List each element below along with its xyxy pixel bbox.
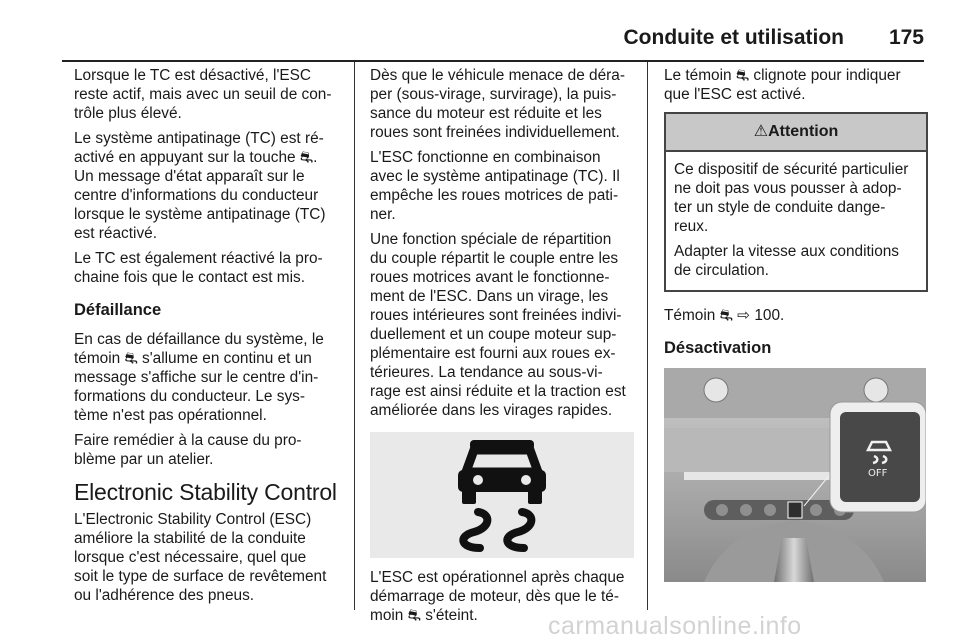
- text-line: ou l'adhérence des pneus.: [74, 587, 255, 604]
- text-line: ter un style de conduite dange-: [674, 199, 886, 216]
- column-left: [74, 66, 344, 611]
- page-header: [62, 22, 924, 62]
- traction-control-icon: [370, 432, 634, 558]
- text-line: roues sont freinées individuellement.: [370, 124, 620, 141]
- warning-text: [674, 160, 920, 236]
- text-line: du couple répartit le couple entre les: [370, 250, 619, 267]
- text-line: Le TC est également réactivé la pro-: [74, 250, 323, 267]
- text-line: témoin ⛐ s'allume en continu et un: [74, 350, 312, 367]
- console-photo: [664, 368, 926, 582]
- text-line: Le système antipatinage (TC) est ré-: [74, 130, 324, 147]
- column-middle: [370, 66, 636, 631]
- paragraph: [74, 330, 344, 425]
- paragraph: [74, 510, 344, 605]
- text-line: empêche les roues motrices de pati-: [370, 187, 619, 204]
- page-number: 175: [888, 26, 924, 49]
- text-line: ner.: [370, 206, 396, 223]
- text-line: lorsque c'est nécessaire, quel que: [74, 549, 307, 566]
- text-line: blème par un atelier.: [74, 451, 214, 468]
- text-line: Une fonction spéciale de répartition: [370, 231, 612, 248]
- text-line: moin ⛐ s'éteint.: [370, 607, 478, 624]
- cross-reference: Témoin ⛐ ⇨ 100.: [664, 307, 785, 324]
- column-right: [664, 66, 928, 582]
- paragraph: [74, 431, 344, 469]
- paragraph: [74, 66, 344, 123]
- text-line: ne doit pas vous pousser à adop-: [674, 180, 902, 197]
- text-line: message s'affiche sur le centre d'in-: [74, 369, 319, 386]
- section-title: Conduite et utilisation: [623, 26, 844, 49]
- text-line: chaine fois que le contact est mis.: [74, 269, 305, 286]
- text-line: reux.: [674, 218, 709, 235]
- text-line: améliore la stabilité de la conduite: [74, 530, 306, 547]
- text-line: En cas de défaillance du système, le: [74, 331, 324, 348]
- paragraph: [370, 230, 636, 420]
- off-label: OFF: [868, 468, 888, 479]
- paragraph: [74, 249, 344, 287]
- paragraph: [664, 66, 928, 104]
- text-line: tème n'est pas opérationnel.: [74, 407, 267, 424]
- text-line: formations du conducteur. Le sys-: [74, 388, 305, 405]
- text-line: Dès que le véhicule menace de déra-: [370, 67, 625, 84]
- text-line: duellement et un coupe moteur sup-: [370, 326, 617, 343]
- text-line: est réactivé.: [74, 225, 157, 242]
- text-line: roues motrices avant le fonctionne-: [370, 269, 610, 286]
- text-line: per (sous-virage, survirage), la puis-: [370, 86, 617, 103]
- text-line: sance du moteur est réduite et les: [370, 105, 602, 122]
- text-line: que l'ESC est activé.: [664, 86, 806, 103]
- text-line: L'ESC est opérationnel après chaque: [370, 569, 625, 586]
- text-line: L'Electronic Stability Control (ESC): [74, 511, 312, 528]
- watermark: carmanualsonline.info: [548, 612, 802, 640]
- text-line: Lorsque le TC est désactivé, l'ESC: [74, 67, 312, 84]
- console-illustration: [664, 368, 926, 582]
- text-line: centre d'informations du conducteur: [74, 187, 319, 204]
- text-line: démarrage de moteur, dès que le té-: [370, 588, 619, 605]
- text-line: soit le type de surface de revêtement: [74, 568, 327, 585]
- text-line: activé en appuyant sur la touche ⛐.: [74, 149, 318, 166]
- paragraph: [370, 66, 636, 142]
- column-divider: [647, 62, 648, 610]
- warning-title: ⚠Attention: [666, 114, 926, 152]
- text-line: ment de l'ESC. Dans un virage, les: [370, 288, 609, 305]
- warning-box: [664, 112, 928, 292]
- text-line: rage est ainsi réduite et la traction est: [370, 383, 626, 400]
- text-line: roues intérieures sont freinées indivi-: [370, 307, 622, 324]
- heading-esc: Electronic Stability Control: [74, 479, 337, 505]
- text-line: avec le système antipatinage (TC). Il: [370, 168, 620, 185]
- text-line: Ce dispositif de sécurité particulier: [674, 161, 909, 178]
- text-line: améliorée dans les virages rapides.: [370, 402, 613, 419]
- text-line: lorsque le système antipatinage (TC): [74, 206, 326, 223]
- warning-text: [674, 242, 920, 280]
- text-line: de circulation.: [674, 262, 769, 279]
- text-line: Adapter la vitesse aux conditions: [674, 243, 900, 260]
- paragraph: [370, 148, 636, 224]
- text-line: reste actif, mais avec un seuil de con-: [74, 86, 332, 103]
- text-line: Faire remédier à la cause du pro-: [74, 432, 302, 449]
- column-divider: [354, 62, 355, 610]
- text-line: Le témoin ⛐ clignote pour indiquer: [664, 67, 901, 84]
- text-line: L'ESC fonctionne en combinaison: [370, 149, 601, 166]
- text-line: térieures. La tendance au sous-vi-: [370, 364, 603, 381]
- paragraph: [74, 129, 344, 243]
- text-line: trôle plus élevé.: [74, 105, 182, 122]
- text-line: plémentaire est fourni aux roues ex-: [370, 345, 616, 362]
- heading-defaillance: Défaillance: [74, 301, 162, 319]
- traction-control-symbol-panel: [370, 432, 634, 558]
- heading-desactivation: Désactivation: [664, 339, 772, 357]
- text-line: Un message d'état apparaît sur le: [74, 168, 305, 185]
